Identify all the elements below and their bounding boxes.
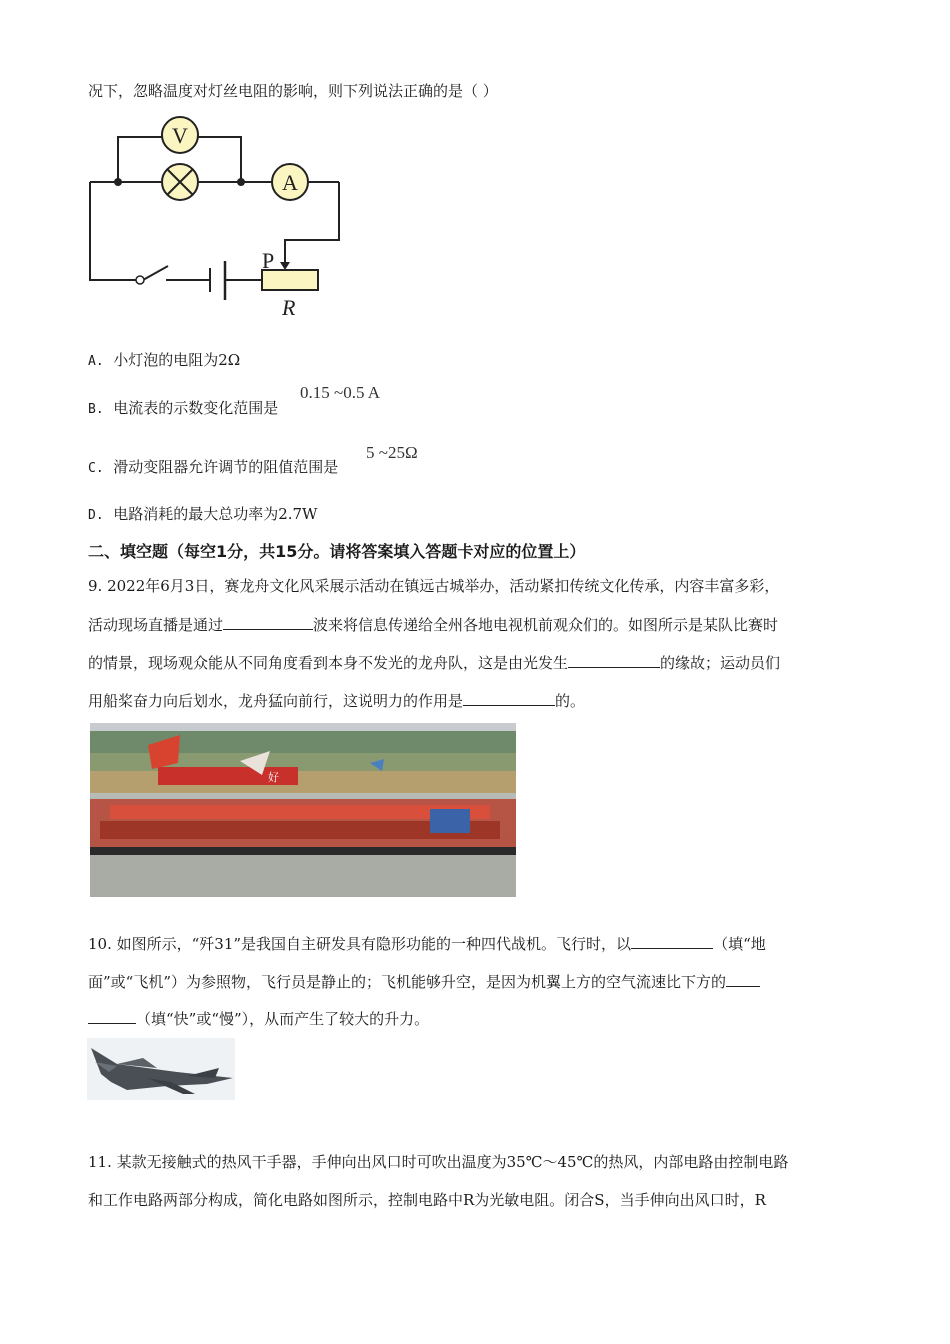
slider-arrow bbox=[280, 262, 290, 270]
option-d: D. 电路消耗的最大总功率为2.7W bbox=[88, 505, 318, 523]
option-c-math: 5 ~25Ω bbox=[366, 443, 418, 462]
option-a: A. 小灯泡的电阻为2Ω bbox=[88, 351, 241, 369]
option-c: C. 滑动变阻器允许调节的阻值范围是 bbox=[88, 458, 339, 476]
ammeter-symbol bbox=[272, 164, 308, 200]
junction-left bbox=[114, 178, 122, 186]
answer-blank bbox=[726, 970, 760, 987]
option-b: B. 电流表的示数变化范围是 bbox=[88, 399, 279, 417]
option-b-math: 0.15 ~0.5 A bbox=[300, 383, 381, 402]
circuit-diagram bbox=[80, 110, 360, 320]
voltmeter-symbol bbox=[162, 117, 198, 153]
q9-line2: 活动现场直播是通过 波来将信息传递给全州各地电视机前观众们的。如图所示是某队比赛时 bbox=[88, 613, 778, 635]
q11-line2: 和工作电路两部分构成，简化电路如图所示，控制电路中R为光敏电阻。闭合S，当手伸向出风口时，R bbox=[88, 1191, 766, 1209]
answer-blank bbox=[463, 689, 555, 706]
svg-text:V: V bbox=[172, 123, 188, 148]
dragon-boat-photo bbox=[90, 723, 516, 897]
resistor-label: R bbox=[282, 295, 296, 320]
svg-text:A: A bbox=[282, 170, 298, 195]
fighter-jet-photo bbox=[87, 1038, 235, 1100]
q11-line1: 11. 某款无接触式的热风干手器，手伸向出风口时可吹出温度为35℃～45℃的热风，内部电路由控制电路 bbox=[88, 1153, 789, 1171]
q10-line1: 10. 如图所示，“歼31”是我国自主研发具有隐形功能的一种四代战机。飞行时，以 （填“地 bbox=[88, 932, 766, 954]
switch-pivot bbox=[136, 276, 144, 284]
answer-blank bbox=[88, 1007, 136, 1024]
question-intro: 况下，忽略温度对灯丝电阻的影响，则下列说法正确的是（ ） bbox=[88, 82, 498, 100]
q9-line3: 的情景，现场观众能从不同角度看到本身不发光的龙舟队，这是由光发生 的缘故；运动员们 bbox=[88, 651, 780, 673]
junction-right bbox=[237, 178, 245, 186]
svg-text:好: 好 bbox=[268, 772, 279, 784]
q9-line4: 用船桨奋力向后划水，龙舟猛向前行，这说明力的作用是 的。 bbox=[88, 689, 585, 711]
section-heading: 二、填空题（每空1分，共15分。请将答案填入答题卡对应的位置上） bbox=[88, 542, 586, 561]
rheostat-symbol bbox=[262, 270, 318, 290]
q10-line3: （填“快”或“慢”），从而产生了较大的升力。 bbox=[88, 1007, 429, 1029]
q9-line1: 9. 2022年6月3日，赛龙舟文化风采展示活动在镇远古城举办，活动紧扣传统文化传承，内容丰富多彩， bbox=[88, 577, 780, 595]
answer-blank bbox=[568, 651, 660, 668]
slider-label: P bbox=[262, 248, 275, 273]
lamp-symbol bbox=[162, 164, 198, 200]
answer-blank bbox=[223, 613, 313, 630]
answer-blank bbox=[631, 932, 713, 949]
q10-line2: 面”或“飞机”）为参照物，飞行员是静止的；飞机能够升空，是因为机翼上方的空气流速比下方的 bbox=[88, 970, 760, 992]
